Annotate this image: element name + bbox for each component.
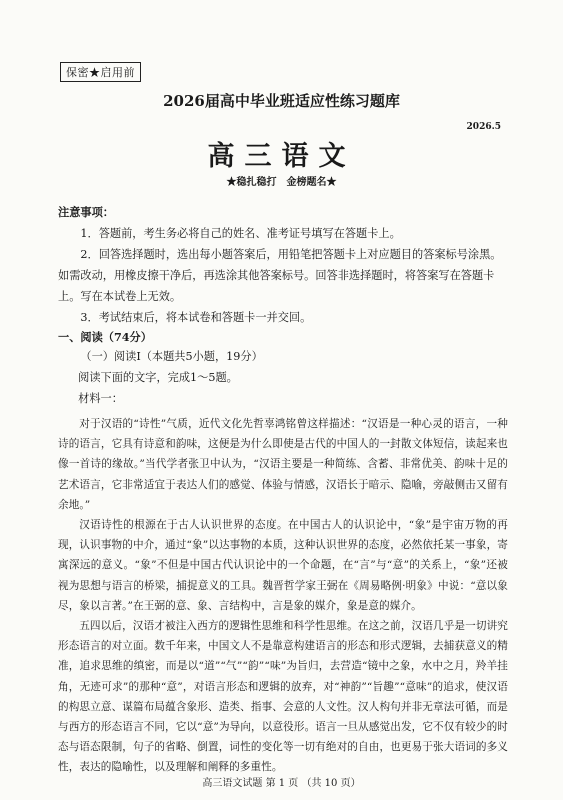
reading-header [58, 346, 508, 409]
passage-paragraph: 五四以后，汉语才被注入西方的逻辑性思维和科学性思维。在这之前，汉语几乎是一切讲究形态语言的对立面。数千年来，中国文人不是靠意构建语言的形态和形式逻辑，去捕获意义的精准，追求思维的缜密，而是以“道”“气”“韵”“味”为旨归，去营造“镜中之象，水中之月，羚羊挂角，无迹可求”的那种“意”，对语言形态和逻辑的放弃，对“神韵”“旨趣”“意味”的追求，使汉语的构思立意、谋篇布局蕴含象形、造类、指事、会意的人文性。汉人构句并非无章法可循，而是与西方的形态语言不同，它以“意”为导向，以意役形。语言一旦从感觉出发，它不仅有较少的时态与语态限制，句子的省略、倒置，词性的变化等一切有绝对的自由，也更易于张大语词的多义性，表达的隐喻性，以及理解和阐释的多重性。 [58, 620, 508, 774]
part-title: （一）阅读Ⅰ（本题共5小题，19分） [80, 350, 263, 363]
notice-item: 2．回答选择题时，选出每小题答案后，用铅笔把答题卡上对应题目的答案标号涂黑。如需改动，用橡皮擦干净后，再选涂其他答案标号。回答非选择题时，将答案写在答题卡上。写在本试卷上无效。 [58, 248, 502, 303]
material-label: 材料一： [78, 392, 123, 405]
notice-heading: 注意事项： [58, 205, 114, 219]
passage-paragraph: 汉语诗性的根源在于古人认识世界的态度。在中国古人的认识论中，“象”是宇宙万物的再现，认识事物的中介，通过“象”以达事物的本质，这种认识世界的态度，必然依托某一事象，寄寓深远的意义。“象”不但是中国古代认识论中的一个命题，在“言”与“意”的关系上，“象”还被视为思想与语言的桥梁，捕捉意义的工具。魏晋哲学家王弼在《周易略例·明象》中说：“意以象尽，象以言著。”在王弼的意、象、言结构中，言是象的媒介，象是意的媒介。 [58, 519, 508, 612]
exam-date: 2026.5 [466, 122, 501, 132]
exam-title: 2026届高中毕业班适应性练习题库 [163, 92, 400, 110]
section-title: 一、阅读（74分） [58, 330, 152, 344]
notice-item: 3．考试结束后，将本试卷和答题卡一并交回。 [80, 311, 312, 324]
notice-item: 1．答题前，考生务必将自己的姓名、准考证号填写在答题卡上。 [80, 227, 401, 240]
page-footer: 高三语文试题 第 1 页 （共 10 页） [202, 778, 361, 789]
instruction: 阅读下面的文字，完成1～5题。 [78, 371, 238, 384]
motto: ★稳扎稳打 金榜题名★ [226, 177, 337, 188]
passage [58, 414, 508, 778]
subject-title: 高三语文 [207, 141, 356, 172]
passage-paragraph: 对于汉语的“诗性”气质，近代文化先哲辜鸿铭曾这样描述：“汉语是一种心灵的语言，一种诗的语言，它具有诗意和韵味，这便是为什么即使是古代的中国人的一封散文体短信，读起来也像一首诗的缘故。”当代学者张卫中认为，“汉语主要是一种简练、含蓄、非常优美、韵味十足的艺术语言，它非常适宜于表达人们的感觉、体验与情感，汉语长于暗示、隐喻，旁敲侧击又留有余地。” [58, 418, 508, 511]
notice-list [58, 223, 508, 328]
confidential-label: 保密★启用前 [60, 62, 141, 82]
